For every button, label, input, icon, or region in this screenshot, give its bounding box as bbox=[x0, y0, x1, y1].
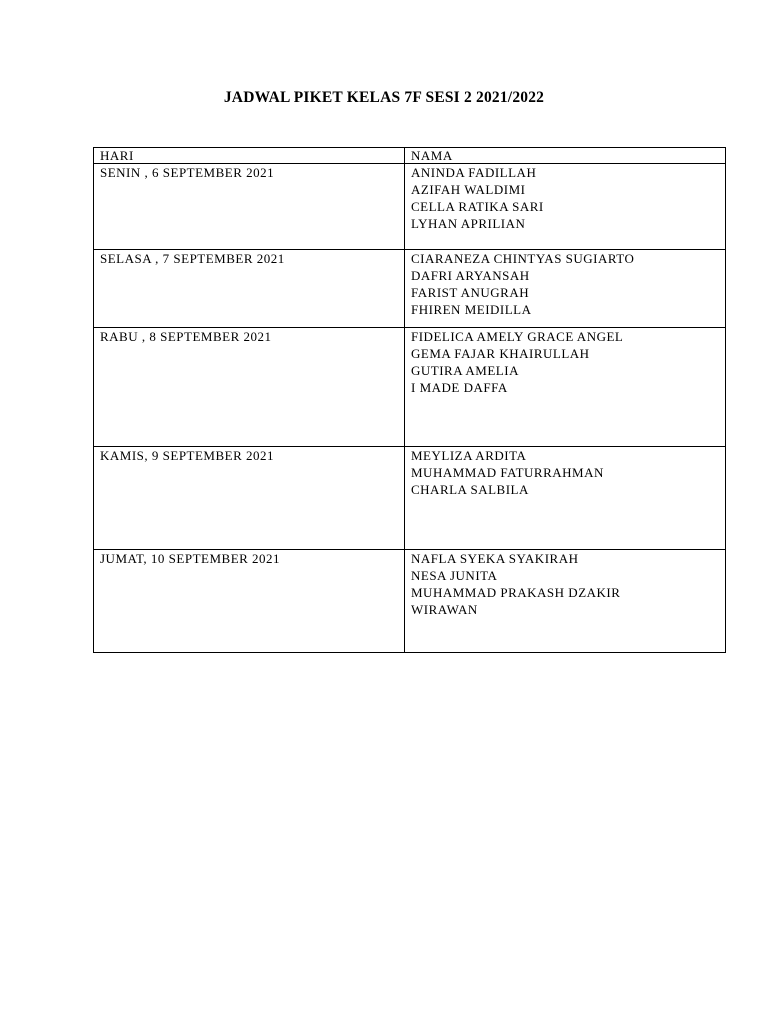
student-name: ANINDA FADILLAH bbox=[411, 165, 537, 180]
student-name: CELLA RATIKA SARI bbox=[411, 199, 544, 214]
day-cell: KAMIS, 9 SEPTEMBER 2021 bbox=[94, 447, 405, 550]
student-name: CHARLA SALBILA bbox=[411, 482, 529, 497]
student-name: NESA JUNITA bbox=[411, 568, 498, 583]
student-name: NAFLA SYEKA SYAKIRAH bbox=[411, 551, 579, 566]
page-title: JADWAL PIKET KELAS 7F SESI 2 2021/2022 bbox=[223, 89, 545, 106]
names-cell bbox=[405, 164, 726, 250]
table-row bbox=[94, 250, 726, 328]
student-name: WIRAWAN bbox=[411, 602, 478, 617]
names-cell bbox=[405, 250, 726, 328]
student-name: AZIFAH WALDIMI bbox=[411, 182, 526, 197]
schedule-table bbox=[93, 147, 726, 653]
student-name: CIARANEZA CHINTYAS SUGIARTO bbox=[411, 251, 635, 266]
names-cell bbox=[405, 550, 726, 653]
table-row bbox=[94, 447, 726, 550]
day-cell: SENIN , 6 SEPTEMBER 2021 bbox=[94, 164, 405, 250]
student-name: FARIST ANUGRAH bbox=[411, 285, 530, 300]
names-cell bbox=[405, 447, 726, 550]
names-cell bbox=[405, 328, 726, 447]
day-cell: SELASA , 7 SEPTEMBER 2021 bbox=[94, 250, 405, 328]
student-name: FIDELICA AMELY GRACE ANGEL bbox=[411, 329, 624, 344]
header-nama: NAMA bbox=[405, 148, 726, 164]
table-row bbox=[94, 164, 726, 250]
table-row bbox=[94, 328, 726, 447]
student-name: LYHAN APRILIAN bbox=[411, 216, 526, 231]
table-header-row bbox=[94, 148, 726, 164]
day-cell: RABU , 8 SEPTEMBER 2021 bbox=[94, 328, 405, 447]
student-name: MEYLIZA ARDITA bbox=[411, 448, 527, 463]
table-row bbox=[94, 550, 726, 653]
student-name: MUHAMMAD PRAKASH DZAKIR bbox=[411, 585, 621, 600]
student-name: GUTIRA AMELIA bbox=[411, 363, 519, 378]
student-name: I MADE DAFFA bbox=[411, 380, 508, 395]
student-name: FHIREN MEIDILLA bbox=[411, 302, 532, 317]
student-name: GEMA FAJAR KHAIRULLAH bbox=[411, 346, 590, 361]
header-hari: HARI bbox=[94, 148, 405, 164]
day-cell: JUMAT, 10 SEPTEMBER 2021 bbox=[94, 550, 405, 653]
student-name: MUHAMMAD FATURRAHMAN bbox=[411, 465, 604, 480]
student-name: DAFRI ARYANSAH bbox=[411, 268, 530, 283]
